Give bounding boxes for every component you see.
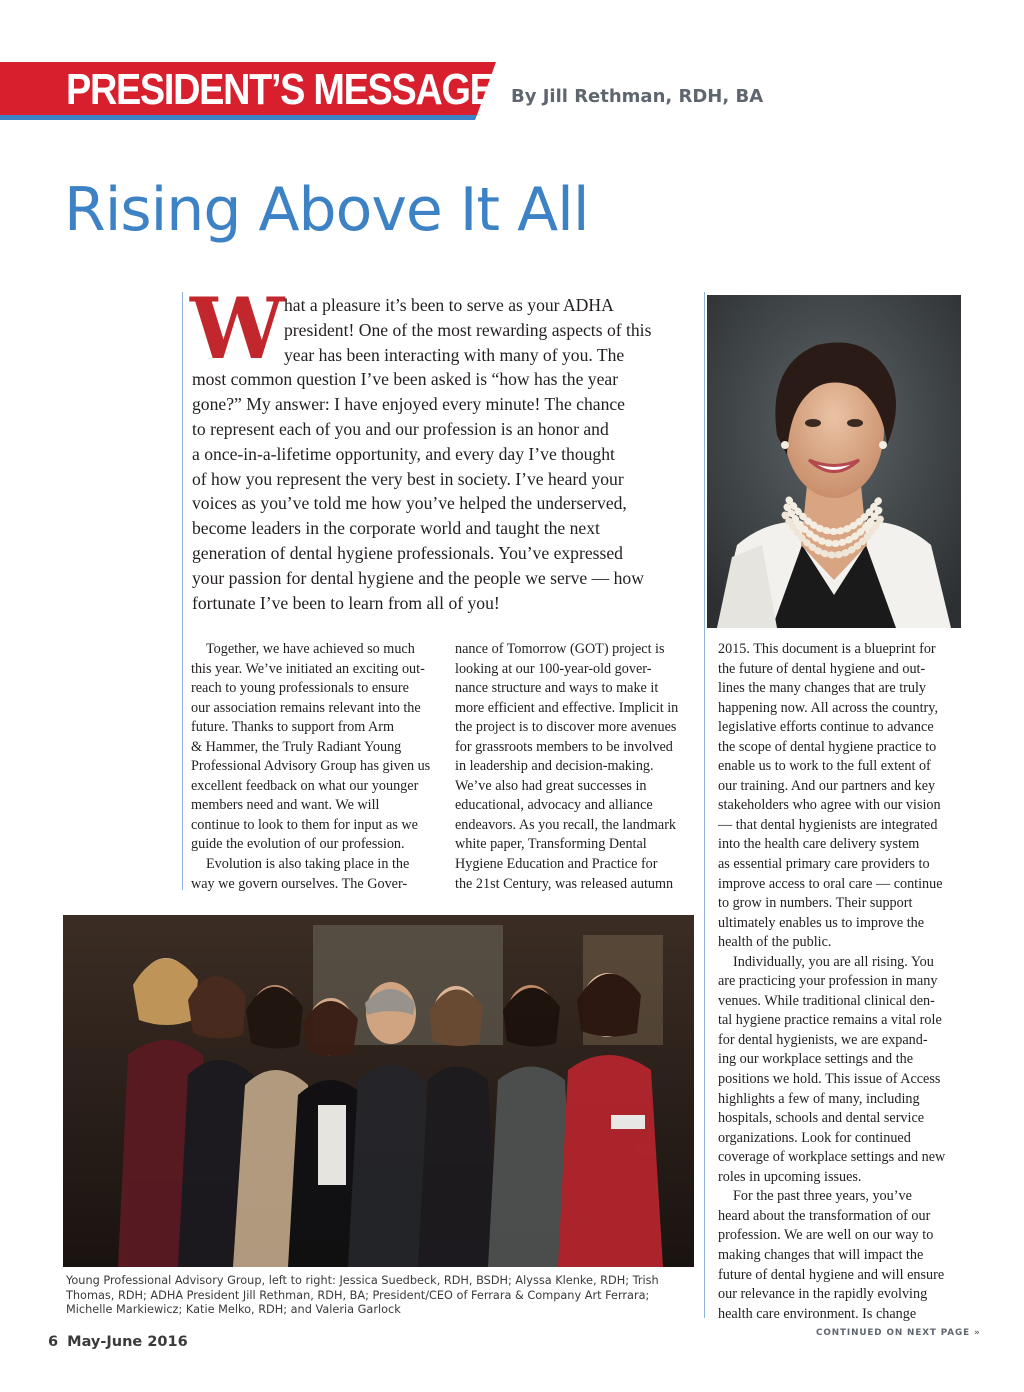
body-line: the project is to discover more avenues <box>455 719 677 736</box>
body-line: tal hygiene practice remains a vital role <box>718 1012 942 1029</box>
body-column-3 <box>718 640 963 1324</box>
body-line: Evolution is also taking place in the <box>206 856 410 873</box>
body-line: nance of Tomorrow (GOT) project is <box>455 641 665 657</box>
body-line: continue to look to them for input as we <box>191 816 418 833</box>
body-line: highlights a few of many, including <box>718 1090 920 1107</box>
body-line: hospitals, schools and dental service <box>718 1110 925 1127</box>
body-line: ultimately enables us to improve the <box>718 914 925 931</box>
lead-line: your passion for dental hygiene and the people we serve — how <box>192 567 644 588</box>
lead-line: become leaders in the corporate world and taught the next <box>192 518 600 539</box>
photo-caption <box>66 1274 686 1318</box>
lead-line: president! One of the most rewarding aspects of this <box>284 319 652 340</box>
body-line: endeavors. As you recall, the landmark <box>455 816 677 833</box>
body-line: Professional Advisory Group has given us <box>191 758 431 775</box>
body-line: the scope of dental hygiene practice to <box>718 738 937 755</box>
group-people <box>118 958 663 1267</box>
body-line: Together, we have achieved so much <box>206 641 415 657</box>
body-line: way we govern ourselves. The Gover- <box>191 875 408 892</box>
body-line: members need and want. We will <box>191 797 380 814</box>
group-photo <box>63 915 694 1267</box>
body-line: happening now. All across the country, <box>718 699 938 716</box>
body-line: & Hammer, the Truly Radiant Young <box>191 738 402 755</box>
body-line: into the health care delivery system <box>718 836 920 853</box>
lead-line: hat a pleasure it’s been to serve as your ADHA <box>284 295 614 315</box>
body-line: this year. We’ve initiated an exciting out- <box>191 660 425 677</box>
body-line: to grow in numbers. Their support <box>718 895 913 912</box>
body-line: as essential primary care providers to <box>718 856 930 873</box>
body-line: for grassroots members to be involved <box>455 738 673 755</box>
body-line: enable us to work to the full extent of <box>718 758 931 775</box>
body-line: venues. While traditional clinical den- <box>718 992 935 1009</box>
caption-line: Thomas, RDH; ADHA President Jill Rethman, RDH, BA; President/CEO of Ferrara & Company Art Ferrara; <box>66 1288 650 1302</box>
body-line: heard about the transformation of our <box>718 1207 931 1224</box>
body-line: excellent feedback on what our younger <box>191 777 419 794</box>
body-line: roles in upcoming issues. <box>718 1168 862 1185</box>
body-line: health of the public. <box>718 934 832 951</box>
body-line: 2015. This document is a blueprint for <box>718 641 936 657</box>
caption-line: Young Professional Advisory Group, left to right: Jessica Suedbeck, RDH, BSDH; Alyssa Klenke, RDH; Trish <box>66 1274 659 1287</box>
body-line: Individually, you are all rising. You <box>733 953 934 970</box>
section-title: PRESIDENT’S MESSAGE <box>66 65 494 114</box>
body-line: future of dental hygiene and will ensure <box>718 1266 945 1283</box>
body-line: are practicing your profession in many <box>718 973 938 990</box>
issue-date: May-June 2016 <box>67 1334 188 1350</box>
column-rule-right <box>704 292 705 1318</box>
body-line: lines the many changes that are truly <box>718 680 927 697</box>
body-line: stakeholders who agree with our vision <box>718 797 941 814</box>
lead-line: year has been interacting with many of you. The <box>284 344 625 365</box>
body-column-2 <box>455 640 700 894</box>
body-line: the 21st Century, was released autumn <box>455 875 674 892</box>
body-line: positions we hold. This issue of Access <box>718 1071 941 1088</box>
drop-cap: W <box>190 279 285 378</box>
lead-line: a once-in-a-lifetime opportunity, and every day I’ve thought <box>192 443 615 464</box>
lead-line: fortunate I’ve been to learn from all of you! <box>192 592 500 613</box>
body-line: nance structure and ways to make it <box>455 680 659 697</box>
article-title: Rising Above It All <box>64 175 589 245</box>
body-line: We’ve also had great successes in <box>455 777 647 794</box>
body-line: white paper, Transforming Dental <box>455 836 647 853</box>
body-column-1 <box>191 640 436 894</box>
body-line: health care environment. Is change <box>718 1305 917 1322</box>
body-line: For the past three years, you’ve <box>733 1188 912 1205</box>
lead-line: gone?” My answer: I have enjoyed every minute! The chance <box>192 394 625 415</box>
body-line: profession. We are well on our way to <box>718 1227 934 1244</box>
body-line: more efficient and effective. Implicit in <box>455 699 679 716</box>
column-rule-left <box>182 292 183 890</box>
body-line: educational, advocacy and alliance <box>455 797 653 814</box>
page-number: 6 <box>48 1334 59 1350</box>
body-line: organizations. Look for continued <box>718 1129 911 1146</box>
body-line: legislative efforts continue to advance <box>718 719 934 736</box>
body-line: future. Thanks to support from Arm <box>191 719 395 736</box>
lead-line: generation of dental hygiene professionals. You’ve expressed <box>192 543 623 563</box>
continued-link[interactable]: CONTINUED ON NEXT PAGE » <box>816 1328 981 1338</box>
body-line: making changes that will impact the <box>718 1246 924 1263</box>
lead-line: to represent each of you and our profession is an honor and <box>192 419 609 439</box>
body-line: for dental hygienists, we are expand- <box>718 1031 928 1048</box>
body-line: improve access to oral care — continue <box>718 875 943 892</box>
body-line: — that dental hygienists are integrated <box>718 816 938 833</box>
body-line: ing our workplace settings and the <box>718 1051 914 1068</box>
caption-line: Michelle Markiewicz; Katie Melko, RDH; and Valeria Garlock <box>66 1303 401 1316</box>
portrait-photo <box>707 295 961 628</box>
body-line: reach to young professionals to ensure <box>191 680 409 697</box>
page-footer <box>48 1334 188 1350</box>
body-line: our relevance in the rapidly evolving <box>718 1286 928 1303</box>
body-line: our association remains relevant into the <box>191 699 421 716</box>
body-line: the future of dental hygiene and out- <box>718 660 926 677</box>
body-line: coverage of workplace settings and new <box>718 1149 946 1166</box>
lead-line: most common question I’ve been asked is “how has the year <box>192 369 619 390</box>
lead-line: voices as you’ve told me how you’ve helped the underserved, <box>192 493 627 514</box>
body-line: Hygiene Education and Practice for <box>455 856 658 873</box>
body-line: guide the evolution of our profession. <box>191 836 405 853</box>
lead-line: of how you represent the very best in society. I’ve heard your <box>192 468 624 489</box>
byline: By Jill Rethman, RDH, BA <box>511 86 764 107</box>
body-line: in leadership and decision-making. <box>455 758 654 775</box>
body-line: looking at our 100-year-old gover- <box>455 660 652 677</box>
body-line: our training. And our partners and key <box>718 777 936 794</box>
